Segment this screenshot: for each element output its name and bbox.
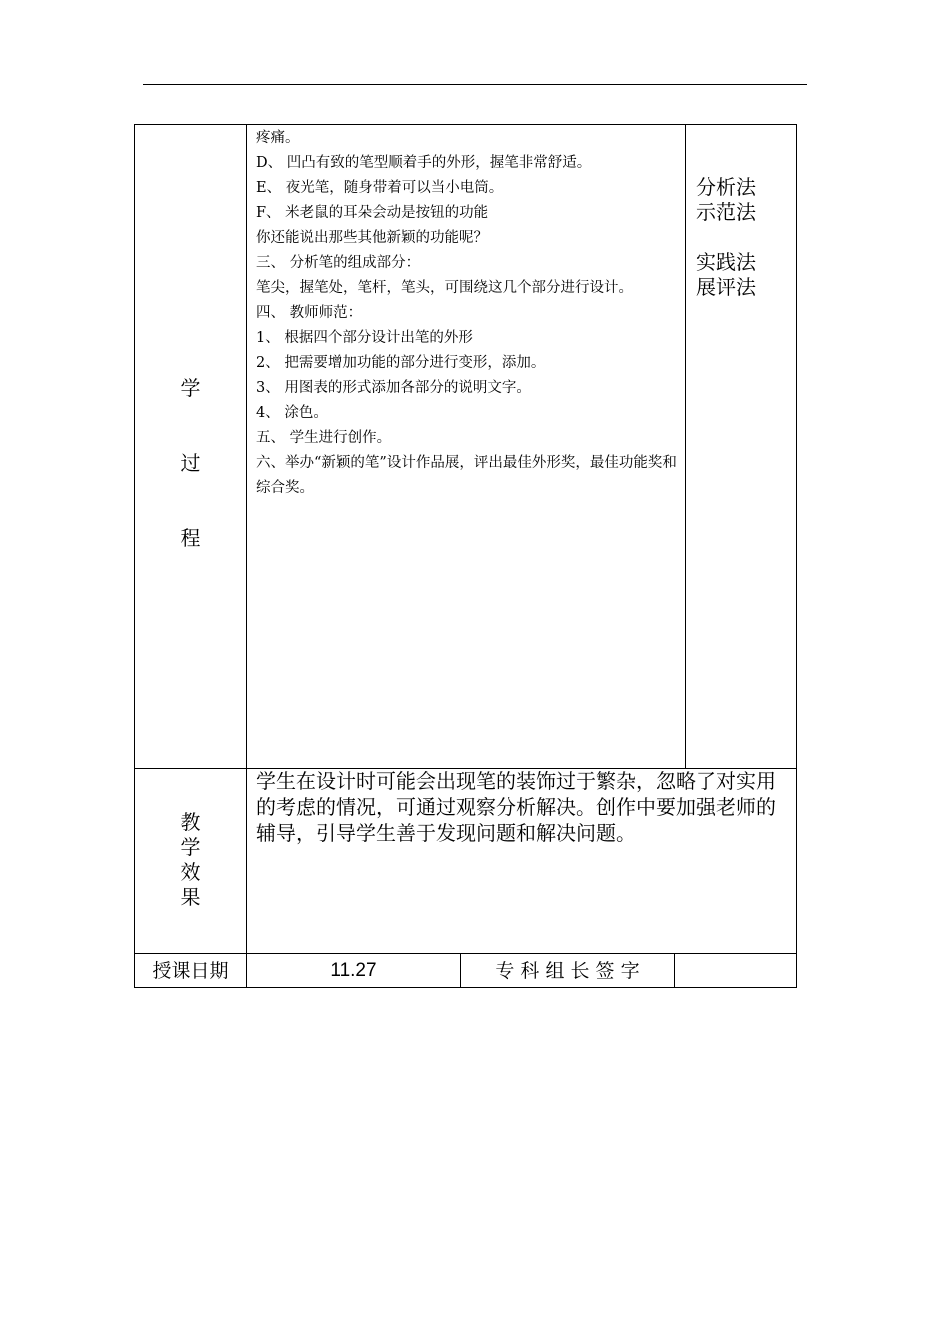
process-line: 五、 学生进行创作。 <box>256 430 392 446</box>
process-line: F、 米老鼠的耳朵会动是按钮的功能 <box>256 205 489 221</box>
method-item: 示范法 <box>696 200 756 224</box>
process-line: E、 夜光笔，随身带着可以当小电筒。 <box>256 180 504 196</box>
process-content <box>256 126 684 501</box>
process-line: 四、 教师师范： <box>256 305 363 321</box>
methods-list <box>696 175 756 300</box>
process-line: D、 凹凸有致的笔型顺着手的外形，握笔非常舒适。 <box>256 155 592 171</box>
process-line: 4、 涂色。 <box>256 405 328 421</box>
process-label-char: 程 <box>180 526 201 550</box>
process-line: 笔尖，握笔处，笔杆，笔头，可围绕这几个部分进行设计。 <box>256 280 633 296</box>
process-line: 六、举办“新颖的笔”设计作品展，评出最佳外形奖，最佳功能奖和综合奖。 <box>256 455 677 496</box>
effect-label-char: 学 <box>180 835 201 859</box>
process-line: 3、 用图表的形式添加各部分的说明文字。 <box>256 380 531 396</box>
process-label-char: 过 <box>180 451 201 475</box>
effect-text: 学生在设计时可能会出现笔的装饰过于繁杂，忽略了对实用的考虑的情况，可通过观察分析解决。创作中要加强老师的辅导，引导学生善于发现问题和解决问题。 <box>256 769 776 845</box>
method-item: 实践法 <box>696 250 756 274</box>
header-rule <box>143 84 807 85</box>
effect-label-char: 教 <box>180 810 201 834</box>
process-label-char: 学 <box>180 376 201 400</box>
date-label: 授课日期 <box>152 960 229 982</box>
process-line: 1、 根据四个部分设计出笔的外形 <box>256 330 473 346</box>
method-item: 分析法 <box>696 175 756 199</box>
sign-label: 专 科 组 长 签 字 <box>495 960 640 982</box>
process-line: 三、 分析笔的组成部分： <box>256 255 421 271</box>
process-line: 你还能说出那些其他新颖的功能呢？ <box>256 230 488 246</box>
method-gap <box>696 225 756 250</box>
effect-label <box>135 810 246 910</box>
effect-label-char: 效 <box>180 860 201 884</box>
method-item: 展评法 <box>696 275 756 299</box>
label-column-divider <box>246 124 247 988</box>
process-line: 2、 把需要增加功能的部分进行变形，添加。 <box>256 355 546 371</box>
effect-label-char: 果 <box>180 885 201 909</box>
effect-row-bottom <box>134 953 797 954</box>
date-value: 11.27 <box>330 960 377 981</box>
method-column-divider <box>685 124 686 768</box>
footer-divider-2 <box>674 953 675 988</box>
process-line: 疼痛。 <box>256 130 300 146</box>
